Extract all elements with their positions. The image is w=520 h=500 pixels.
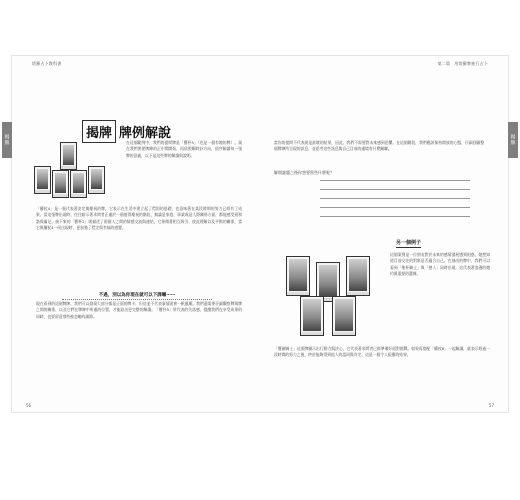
body-paragraph: 這個案例是一位朋友對於未來的感情發展感到困惑，她想知道目前交往的對象是否適合自己。在抽出的牌中，我們可以看到「聖杯騎士」與「戀人」同時出現，這代表著浪漫的邀約與重要的選擇。 bbox=[390, 252, 490, 277]
body-paragraph: 「寶劍騎士」這張牌顯示出行動力與決心，它代表著求問者已經準備好面對挑戰。如果再搭配「權杖6」一起解讀，就表示經過一段時間的努力之後，終於能夠得到他人的認同與肯定，這是一個令人振奮的結果。 bbox=[274, 346, 490, 358]
page-number: 57 bbox=[488, 403, 494, 408]
example-heading: 另一個例子 bbox=[396, 240, 422, 246]
tarot-spread-illustration bbox=[34, 142, 120, 198]
page-number: 56 bbox=[26, 403, 32, 408]
title-boxed-word: 揭牌 bbox=[82, 120, 116, 143]
chapter-tab: 揭牌 bbox=[508, 122, 518, 158]
tarot-card bbox=[332, 296, 356, 336]
writing-line[interactable] bbox=[320, 198, 470, 199]
body-paragraph: 現在看到的這個牌陣，我們可以發現大部分都是正面的牌卡，但這並不代表事情就會一帆風順。我們還需要仔細觀察牌與牌之間的關係，以及它們在牌陣中所處的位置，才能給出更完整的解讀。「寶杯5」所代表的失落感，提醒我們在享受成果的同時，也要留意那些被忽略的細節。 bbox=[36, 301, 242, 319]
writing-line[interactable] bbox=[320, 180, 470, 181]
book-spread bbox=[3, 56, 516, 412]
section-subhead: 不過，別以為你現在就可以下課囉⋯⋯ bbox=[62, 292, 212, 300]
running-head: 第二篇 用塔羅牌進行占卜 bbox=[437, 61, 488, 66]
tarot-card bbox=[52, 170, 69, 198]
tarot-card bbox=[88, 166, 105, 194]
running-head: 塔羅占卜教科書 bbox=[32, 61, 62, 66]
writing-line[interactable] bbox=[320, 189, 470, 190]
chapter-tab: 揭牌 bbox=[2, 122, 12, 158]
writing-prompt: 解開謎題之後你想要寫些什麼呢？ bbox=[274, 170, 334, 175]
writing-line[interactable] bbox=[320, 207, 470, 208]
tarot-card bbox=[286, 256, 310, 296]
writing-line[interactable] bbox=[320, 216, 470, 217]
title-rest: 牌例解說 bbox=[119, 126, 172, 141]
tarot-card bbox=[70, 170, 87, 198]
tarot-card bbox=[34, 166, 51, 194]
right-page bbox=[260, 56, 516, 412]
tarot-spread-illustration bbox=[276, 256, 386, 336]
left-page bbox=[3, 56, 261, 412]
tarot-card bbox=[60, 142, 77, 170]
tarot-card bbox=[346, 256, 370, 296]
body-paragraph: 在這個範例中，我們的提問牌是「寶杯5」（也是一個有趣的牌）。現在我們要從牌陣的正中間開始，再依照順時針方向，依序解讀每一張牌的意義，以下是這些牌的解讀與說明。 bbox=[126, 140, 242, 158]
body-paragraph: 當你的提問不代表就是最壞的結果，因此，我們不需要對未來感到恐懼。在這個階段，我們應該保持開放的心態，仔細回顧整個牌陣所呈現的訊息，並思考這些訊息與自己目前的處境有什麼關聯。 bbox=[274, 140, 484, 152]
body-paragraph: 「權杖4」是一張代表著安定與慶祝的牌，它表示在生活中建立起了穩固的基礎，也意味著在某段時期的努力已經有了成果。當這張牌出現時，往往暗示著求問者正處於一個值得慶祝的階段，無論是家庭、事業或是人際關係方面，都能感受到和諧與滿足。接下來的「寶杯2」則描述了兩個人之間的情感交流與連結，它象徵著相互吸引、彼此理解以及平衡的關係，當它與權杖4一同出現時，更加強了穩定與幸福的感覺。 bbox=[36, 206, 242, 231]
tarot-card bbox=[300, 296, 324, 336]
